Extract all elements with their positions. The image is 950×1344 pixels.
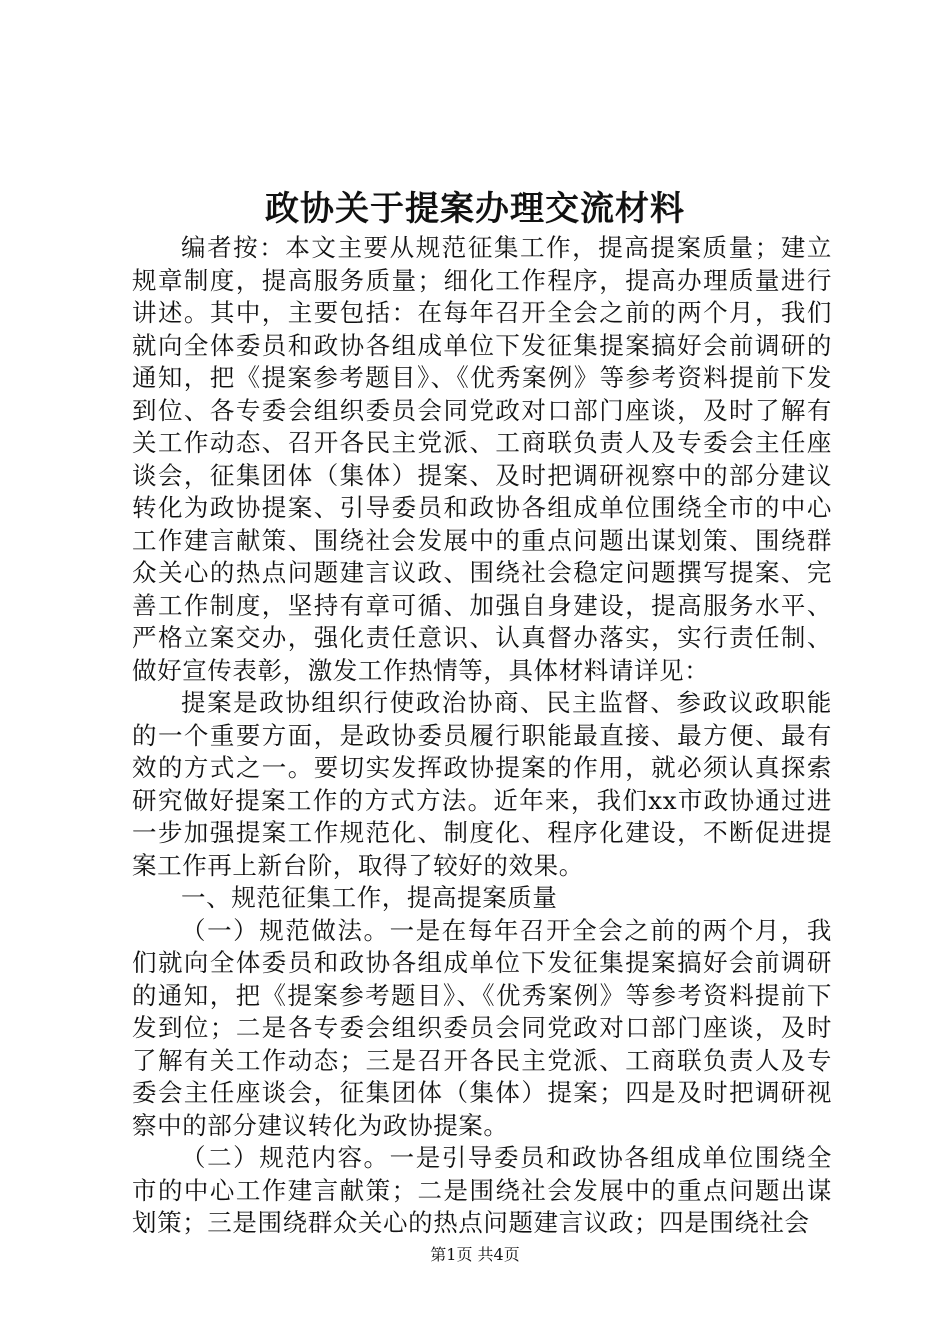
subsection-paragraph: （一）规范做法。一是在每年召开全会之前的两个月，我们就向全体委员和政协各组成单位下发征集提案搞好会前调研的通知，把《提案参考题目》、《优秀案例》等参考资料提前下发到位；二是各专委会组织委员会同党政对口部门座谈，及时了解有关工作动态；三是召开各民主党派、工商联负责人及专委会主任座谈会，征集团体（集体）提案；四是及时把调研视察中的部分建议转化为政协提案。 (132, 915, 832, 1140)
page-footer: 第1页 共4页 (430, 1245, 520, 1264)
document-body (132, 232, 832, 1240)
intro-paragraph: 提案是政协组织行使政治协商、民主监督、参政议政职能的一个重要方面，是政协委员履行职能最直接、最方便、最有效的方式之一。要切实发挥政协提案的作用，就必须认真探索研究做好提案工作的方式方法。近年来，我们xx市政协通过进一步加强提案工作规范化、制度化、程序化建设，不断促进提案工作再上新台阶，取得了较好的效果。 (132, 688, 832, 880)
subsection-paragraph: （二）规范内容。一是引导委员和政协各组成单位围绕全市的中心工作建言献策；二是围绕社会发展中的重点问题出谋划策；三是围绕群众关心的热点问题建言议政；四是围绕社会 (132, 1143, 832, 1237)
document-title: 政协关于提案办理交流材料 (265, 189, 685, 229)
section-heading: 一、规范征集工作，提高提案质量 (181, 883, 558, 912)
editor-note-paragraph: 编者按：本文主要从规范征集工作，提高提案质量；建立规章制度，提高服务质量；细化工作程序，提高办理质量进行讲述。其中，主要包括：在每年召开全会之前的两个月，我们就向全体委员和政协各组成单位下发征集提案搞好会前调研的通知，把《提案参考题目》、《优秀案例》等参考资料提前下发到位、各专委会组织委员会同党政对口部门座谈，及时了解有关工作动态、召开各民主党派、工商联负责人及专委会主任座谈会，征集团体（集体）提案、及时把调研视察中的部分建议转化为政协提案、引导委员和政协各组成单位围绕全市的中心工作建言献策、围绕社会发展中的重点问题出谋划策、围绕群众关心的热点问题建言议政、围绕社会稳定问题撰写提案、完善工作制度，坚持有章可循、加强自身建设，提高服务水平、严格立案交办，强化责任意识、认真督办落实，实行责任制、做好宣传表彰，激发工作热情等，具体材料请详见： (132, 233, 832, 685)
